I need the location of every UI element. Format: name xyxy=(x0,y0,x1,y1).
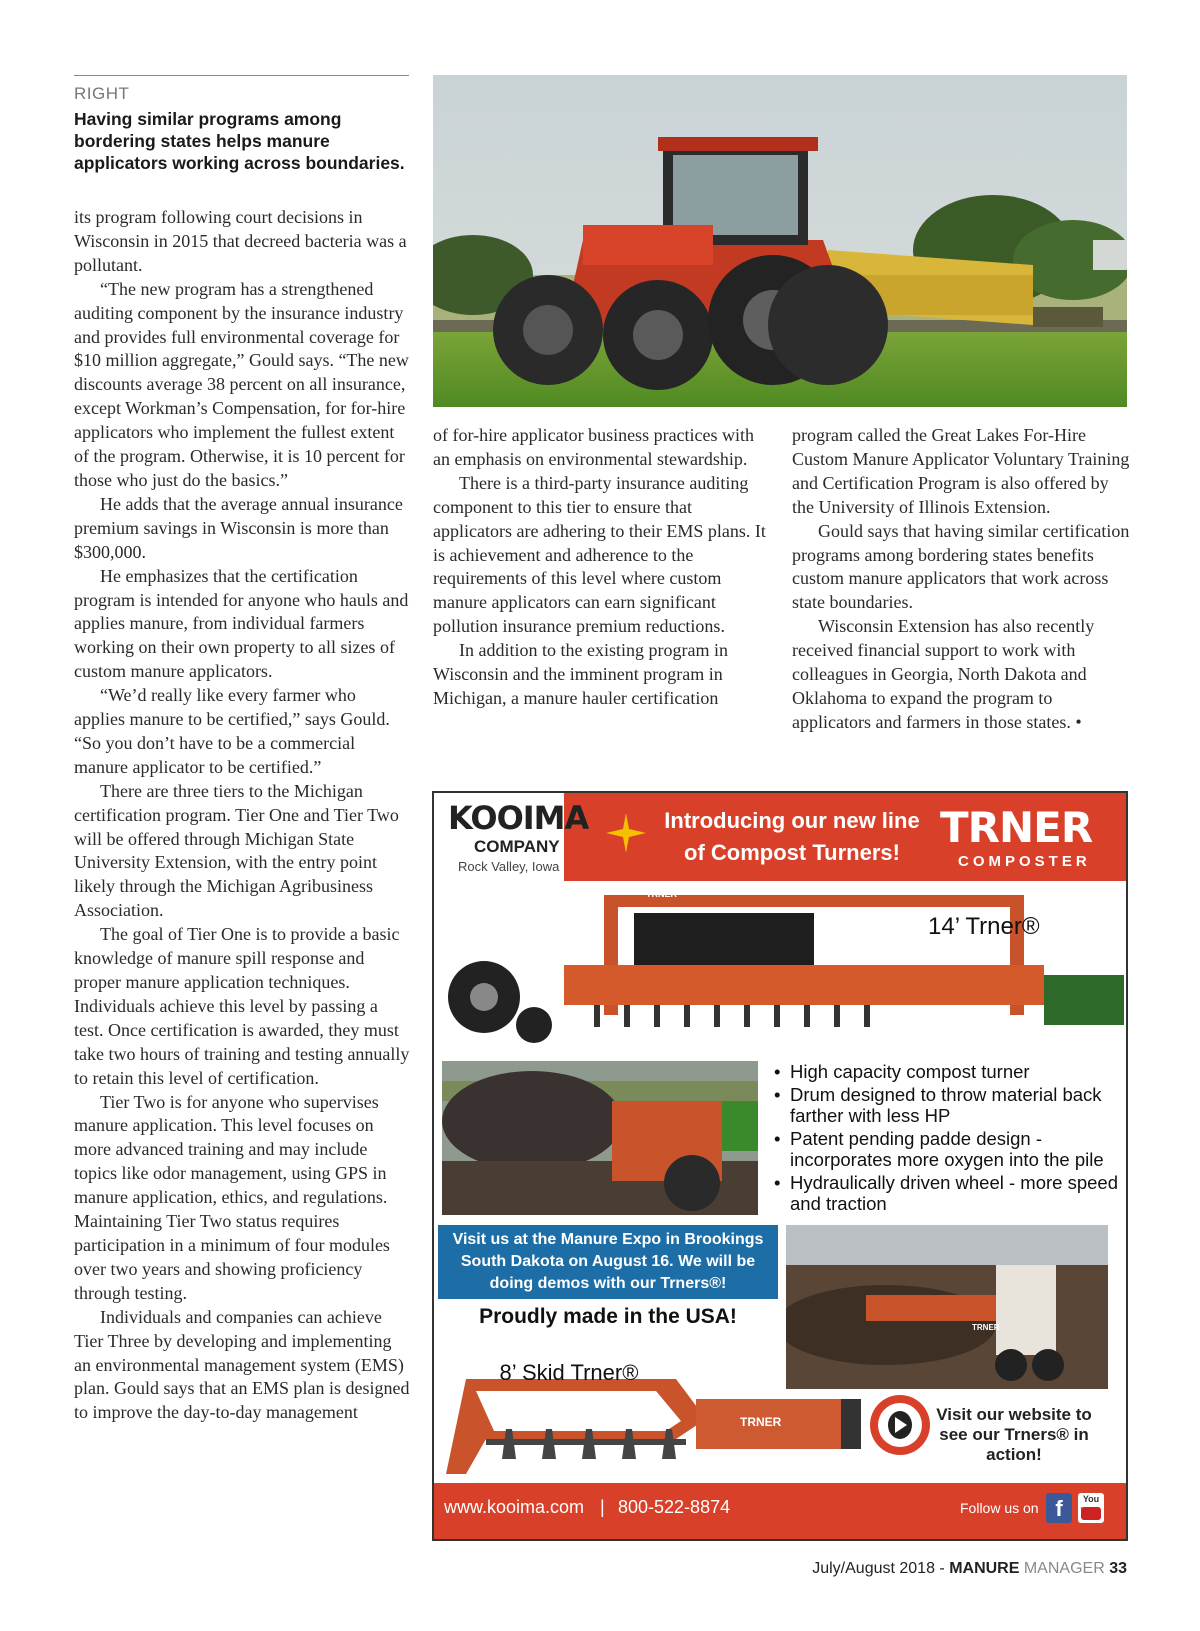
trner-logo: TRNER xyxy=(940,803,1093,852)
feature-list xyxy=(774,1061,1119,1216)
visit-website-callout[interactable]: Visit our website to see our Trners® in action! xyxy=(936,1405,1092,1464)
paragraph: There is a third-party insurance auditing component to this tier to ensure that applicators are adhering to their EMS plans. It is achievement and adherence to the requirements of this level where custom manure applicators can earn significant pollution insurance premium reductions. xyxy=(433,472,766,637)
paragraph: In addition to the existing program in Wisconsin and the imminent program in Michigan, a manure hauler certification xyxy=(433,640,728,708)
youtube-icon[interactable] xyxy=(1078,1493,1104,1523)
trner-14ft-label: 14’ Trner® xyxy=(928,913,1040,940)
ad-header xyxy=(434,793,1126,881)
paragraph: program called the Great Lakes For-Hire Custom Manure Applicator Voluntary Training and Certification Program is also offered by the University of Illinois Extension. xyxy=(792,425,1130,517)
publication-name-bold: MANURE xyxy=(949,1560,1020,1577)
page-number: 33 xyxy=(1104,1560,1127,1577)
kooima-location: Rock Valley, Iowa xyxy=(458,859,560,874)
paragraph: “The new program has a strengthened auditing component by the insurance industry and provides full environmental coverage for $10 million aggregate,” Gould says. “The new discounts average 38 percent on all insurance, except Workman’s Compensation, for for-hire applicators who implement the fullest extent of the program. Otherwise, it is 10 percent for those who just do the basics.” xyxy=(74,278,409,490)
paragraph: Individuals and companies can achieve Tier Three by developing and implementing an environmental management system (EMS) plan. Gould says that an EMS plan is designed to improve the day-to-day management xyxy=(74,1306,410,1423)
paragraph: “We’d really like every farmer who applies manure to be certified,” says Gould. “So you don’t have to be a commercial manure applicator to be certified.” xyxy=(74,685,390,777)
phone-number[interactable]: 800-522-8874 xyxy=(618,1497,731,1517)
trner-14ft-illustration xyxy=(444,885,1124,1045)
paragraph: of for-hire applicator business practices with an emphasis on environmental stewardship. xyxy=(433,425,755,469)
trner-14ft-plate: TRNER xyxy=(646,889,677,899)
feature-item: • Patent pending padde design - incorporates more oxygen into the pile xyxy=(774,1128,1119,1170)
follow-us-label: Follow us on xyxy=(960,1500,1039,1516)
skid-trner-plate: TRNER xyxy=(740,1415,782,1429)
skid-photo-plate: TRNER xyxy=(972,1323,1000,1332)
caption-rule xyxy=(74,75,409,76)
article-column-right xyxy=(792,424,1132,735)
page-footer xyxy=(812,1560,1127,1578)
trner-logo-subtitle: COMPOSTER xyxy=(958,853,1091,870)
publication-name-light: MANAGER xyxy=(1019,1560,1105,1577)
paragraph: its program following court decisions in Wisconsin in 2015 that decreed bacteria was a pollutant. xyxy=(74,207,407,275)
kooima-logo xyxy=(434,793,589,881)
paragraph: Gould says that having similar certification programs among bordering states benefits custom manure applicators that work across state boundaries. xyxy=(792,520,1130,613)
kooima-brand: KOOIMA xyxy=(448,799,589,837)
feature-item: • High capacity compost turner xyxy=(774,1061,1119,1082)
paragraph: Wisconsin Extension has also recently received financial support to work with colleagues in Georgia, North Dakota and Oklahoma to expand the program to applicators and farmers in those states. • xyxy=(792,616,1095,732)
paragraph: There are three tiers to the Michigan certification program. Tier One and Tier Two will be offered through Michigan State University Extension, with the entry point likely through the Michigan Agribusiness Association. xyxy=(74,780,399,921)
paragraph: The goal of Tier One is to provide a basic knowledge of manure spill response and proper manure application techniques. Individuals achieve this level by passing a test. Once certification is awarded, they must take two hours of training and testing annually to retain this level of certification. xyxy=(74,924,410,1088)
website-link[interactable]: www.kooima.com xyxy=(444,1497,585,1517)
compost-turning-photo xyxy=(442,1061,758,1215)
made-in-usa: Proudly made in the USA! xyxy=(479,1305,737,1328)
article-column-middle xyxy=(433,424,771,711)
ad-footer xyxy=(434,1483,1126,1539)
skid-trner-label: 8’ Skid Trner® xyxy=(499,1360,639,1385)
article-column-left xyxy=(74,206,410,1425)
feature-item: • Drum designed to throw material back farther with less HP xyxy=(774,1084,1119,1126)
facebook-icon[interactable]: f xyxy=(1046,1493,1072,1523)
tractor-illustration xyxy=(433,75,1127,407)
caption-label: RIGHT xyxy=(74,84,130,103)
expo-announcement: Visit us at the Manure Expo in Brookings South Dakota on August 16. We will be doing demos with our Trners®! xyxy=(438,1225,778,1299)
feature-item: • Hydraulically driven wheel - more speed and traction xyxy=(774,1172,1119,1214)
spark-icon xyxy=(606,813,646,853)
play-icon xyxy=(878,1403,922,1447)
tractor-photo xyxy=(433,75,1127,407)
play-button[interactable] xyxy=(870,1395,930,1455)
kooima-advertisement[interactable] xyxy=(432,791,1128,1541)
paragraph: He emphasizes that the certification program is intended for anyone who hauls and applies manure, from individual farmers working on their own property to all sizes of custom manure applicators. xyxy=(74,565,409,682)
caption-text: Having similar programs among bordering states helps manure applicators working across boundaries. xyxy=(74,109,405,173)
ad-headline: Introducing our new line of Compost Turners! xyxy=(664,808,920,865)
issue-date: July/August 2018 - xyxy=(812,1560,950,1577)
youtube-label: You xyxy=(1082,1494,1100,1504)
paragraph: Tier Two is for anyone who supervises manure application. This level focuses on more advanced training and may include topics like odor management, using GPS in manure application, ethics, and regulations. Maintaining Tier Two status requires participation in a minimum of four modules over two years and showing proficiency through testing. xyxy=(74,1091,390,1303)
kooima-company: COMPANY xyxy=(474,837,560,856)
footer-separator: | xyxy=(600,1497,605,1517)
paragraph: He adds that the average annual insurance premium savings in Wisconsin is more than $300,000. xyxy=(74,493,403,562)
